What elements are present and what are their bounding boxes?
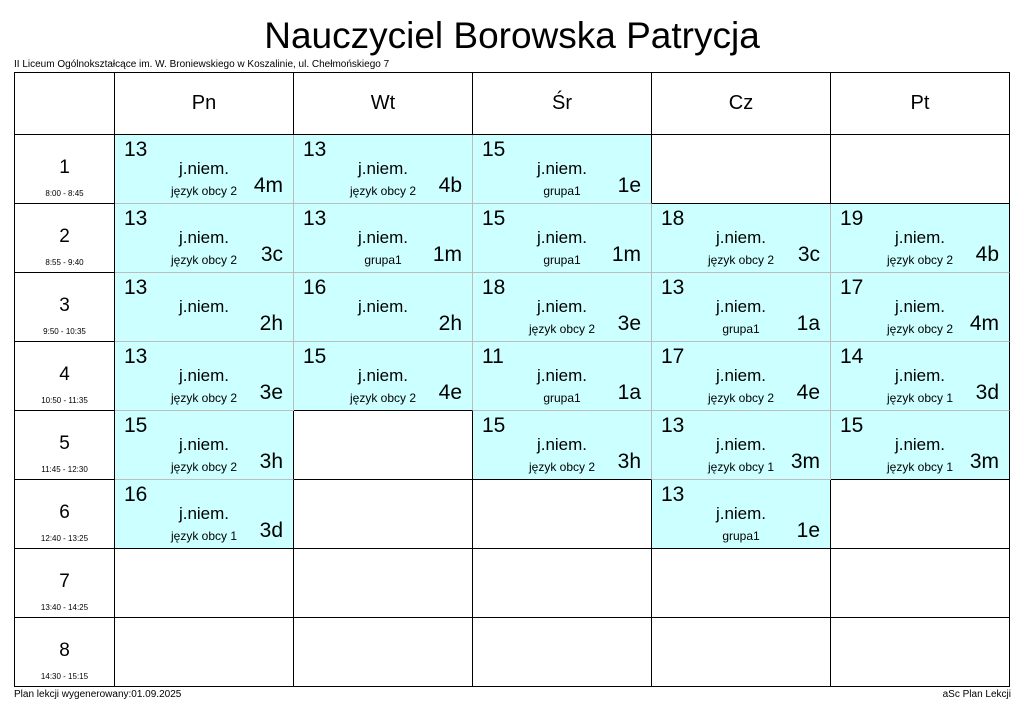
lesson-cell[interactable] xyxy=(652,273,831,342)
period-cell xyxy=(15,411,115,480)
class-name: 3c xyxy=(260,243,283,266)
empty-cell xyxy=(294,549,473,618)
room-number: 16 xyxy=(303,276,327,299)
class-name: 3e xyxy=(617,312,641,335)
day-header: Pt xyxy=(831,73,1010,135)
lesson-cell[interactable] xyxy=(115,480,294,549)
period-time: 8:00 - 8:45 xyxy=(45,189,84,198)
lesson-cell[interactable] xyxy=(831,273,1010,342)
lesson-cell[interactable] xyxy=(473,273,652,342)
room-number: 15 xyxy=(482,138,506,161)
period-cell xyxy=(15,204,115,273)
subject-name: j.niem. xyxy=(178,366,230,385)
subject-name: j.niem. xyxy=(536,435,588,454)
class-name: 1a xyxy=(617,381,641,404)
room-number: 13 xyxy=(124,276,148,299)
group-name: język obcy 2 xyxy=(707,391,775,405)
empty-cell xyxy=(831,549,1010,618)
lesson-cell[interactable] xyxy=(652,204,831,273)
class-name: 3m xyxy=(790,450,820,473)
group-name: język obcy 2 xyxy=(528,322,596,336)
lesson-cell[interactable] xyxy=(115,204,294,273)
class-name: 3d xyxy=(975,381,999,404)
group-name: język obcy 2 xyxy=(170,391,238,405)
lesson-cell[interactable] xyxy=(473,135,652,204)
lesson-cell[interactable] xyxy=(652,411,831,480)
corner-cell xyxy=(15,73,115,135)
subject-name: j.niem. xyxy=(715,504,767,523)
lesson-cell[interactable] xyxy=(473,411,652,480)
group-name: język obcy 1 xyxy=(886,391,954,405)
period-number: 4 xyxy=(59,364,70,385)
lesson-cell[interactable] xyxy=(473,204,652,273)
class-name: 4e xyxy=(438,381,462,404)
group-name: język obcy 2 xyxy=(528,460,596,474)
lesson-cell[interactable] xyxy=(115,342,294,411)
subject-name: j.niem. xyxy=(536,228,588,247)
lesson-cell[interactable] xyxy=(831,342,1010,411)
class-name: 4m xyxy=(253,174,283,197)
group-name: język obcy 2 xyxy=(349,391,417,405)
room-number: 15 xyxy=(840,414,864,437)
group-name: grupa1 xyxy=(543,391,581,405)
subject-name: j.niem. xyxy=(715,435,767,454)
period-cell xyxy=(15,342,115,411)
group-name: język obcy 2 xyxy=(886,322,954,336)
room-number: 17 xyxy=(840,276,864,299)
empty-cell xyxy=(473,480,652,549)
lesson-cell[interactable] xyxy=(831,204,1010,273)
room-number: 13 xyxy=(303,207,327,230)
lesson-cell[interactable] xyxy=(652,342,831,411)
room-number: 14 xyxy=(840,345,864,368)
class-name: 1m xyxy=(432,243,462,266)
subject-name: j.niem. xyxy=(178,159,230,178)
lesson-cell[interactable] xyxy=(115,273,294,342)
room-number: 13 xyxy=(124,207,148,230)
timetable-grid xyxy=(14,72,1010,687)
day-header: Cz xyxy=(652,73,831,135)
class-name: 4b xyxy=(438,174,462,197)
room-number: 13 xyxy=(303,138,327,161)
subject-name: j.niem. xyxy=(178,504,230,523)
group-name: grupa1 xyxy=(364,253,402,267)
subject-name: j.niem. xyxy=(715,228,767,247)
room-number: 17 xyxy=(661,345,685,368)
room-number: 19 xyxy=(840,207,864,230)
group-name: język obcy 1 xyxy=(707,460,775,474)
class-name: 4m xyxy=(969,312,999,335)
period-time: 13:40 - 14:25 xyxy=(40,603,89,612)
period-time: 10:50 - 11:35 xyxy=(41,396,88,405)
group-name: język obcy 2 xyxy=(170,460,238,474)
group-name: grupa1 xyxy=(543,184,581,198)
room-number: 15 xyxy=(303,345,327,368)
empty-cell xyxy=(473,618,652,687)
subject-name: j.niem. xyxy=(894,366,946,385)
class-name: 3c xyxy=(797,243,820,266)
period-number: 3 xyxy=(59,295,70,316)
room-number: 15 xyxy=(482,207,506,230)
room-number: 13 xyxy=(124,345,148,368)
lesson-cell[interactable] xyxy=(294,135,473,204)
period-time: 8:55 - 9:40 xyxy=(45,258,84,267)
group-name: język obcy 2 xyxy=(170,184,238,198)
group-name: grupa1 xyxy=(722,529,760,543)
class-name: 3h xyxy=(259,450,283,473)
room-number: 18 xyxy=(482,276,506,299)
lesson-cell[interactable] xyxy=(294,273,473,342)
group-name: grupa1 xyxy=(722,322,760,336)
room-number: 13 xyxy=(124,138,148,161)
empty-cell xyxy=(652,618,831,687)
group-name: język obcy 1 xyxy=(170,529,238,543)
class-name: 2h xyxy=(438,312,462,335)
subject-name: j.niem. xyxy=(178,228,230,247)
empty-cell xyxy=(294,618,473,687)
class-name: 1e xyxy=(617,174,641,197)
empty-cell xyxy=(294,480,473,549)
room-number: 16 xyxy=(124,483,148,506)
lesson-cell[interactable] xyxy=(831,411,1010,480)
group-name: grupa1 xyxy=(543,253,581,267)
empty-cell xyxy=(115,618,294,687)
class-name: 1m xyxy=(611,243,641,266)
period-cell xyxy=(15,135,115,204)
subject-name: j.niem. xyxy=(178,297,230,316)
class-name: 4b xyxy=(975,243,999,266)
generated-date: Plan lekcji wygenerowany:01.09.2025 xyxy=(14,689,182,700)
subject-name: j.niem. xyxy=(357,297,409,316)
class-name: 3e xyxy=(259,381,283,404)
period-time: 11:45 - 12:30 xyxy=(41,465,88,474)
empty-cell xyxy=(831,135,1010,204)
group-name: język obcy 2 xyxy=(707,253,775,267)
subject-name: j.niem. xyxy=(357,159,409,178)
lesson-cell[interactable] xyxy=(294,342,473,411)
empty-cell xyxy=(831,618,1010,687)
class-name: 2h xyxy=(259,312,283,335)
empty-cell xyxy=(115,549,294,618)
empty-cell xyxy=(473,549,652,618)
period-cell xyxy=(15,273,115,342)
period-cell xyxy=(15,549,115,618)
subject-name: j.niem. xyxy=(178,435,230,454)
room-number: 13 xyxy=(661,276,685,299)
subject-name: j.niem. xyxy=(894,228,946,247)
lesson-cell[interactable] xyxy=(115,135,294,204)
empty-cell xyxy=(294,411,473,480)
page-title: Nauczyciel Borowska Patrycja xyxy=(264,15,760,56)
lesson-cell[interactable] xyxy=(652,480,831,549)
lesson-cell[interactable] xyxy=(294,204,473,273)
empty-cell xyxy=(652,549,831,618)
group-name: język obcy 2 xyxy=(886,253,954,267)
school-name: II Liceum Ogólnokształcące im. W. Broniewskiego w Koszalinie, ul. Chełmońskiego 7 xyxy=(14,59,390,70)
room-number: 15 xyxy=(124,414,148,437)
class-name: 4e xyxy=(796,381,820,404)
class-name: 1e xyxy=(796,519,820,542)
class-name: 1a xyxy=(796,312,820,335)
period-time: 12:40 - 13:25 xyxy=(40,534,89,543)
subject-name: j.niem. xyxy=(715,297,767,316)
period-time: 14:30 - 15:15 xyxy=(40,672,89,681)
class-name: 3m xyxy=(969,450,999,473)
period-time: 9:50 - 10:35 xyxy=(43,327,86,336)
empty-cell xyxy=(831,480,1010,549)
class-name: 3d xyxy=(259,519,283,542)
group-name: język obcy 2 xyxy=(349,184,417,198)
room-number: 15 xyxy=(482,414,506,437)
period-cell xyxy=(15,618,115,687)
subject-name: j.niem. xyxy=(536,297,588,316)
room-number: 11 xyxy=(482,345,504,368)
class-name: 3h xyxy=(617,450,641,473)
subject-name: j.niem. xyxy=(357,228,409,247)
lesson-cell[interactable] xyxy=(473,342,652,411)
lesson-cell[interactable] xyxy=(115,411,294,480)
group-name: język obcy 2 xyxy=(170,253,238,267)
subject-name: j.niem. xyxy=(894,297,946,316)
room-number: 13 xyxy=(661,414,685,437)
software-credit: aSc Plan Lekcji xyxy=(942,689,1011,700)
period-number: 5 xyxy=(59,433,70,454)
period-number: 7 xyxy=(59,571,70,592)
day-header: Pn xyxy=(115,73,294,135)
period-cell xyxy=(15,480,115,549)
day-header: Śr xyxy=(473,73,652,135)
subject-name: j.niem. xyxy=(894,435,946,454)
subject-name: j.niem. xyxy=(536,159,588,178)
room-number: 18 xyxy=(661,207,685,230)
subject-name: j.niem. xyxy=(715,366,767,385)
period-number: 1 xyxy=(59,157,70,178)
subject-name: j.niem. xyxy=(357,366,409,385)
day-header: Wt xyxy=(294,73,473,135)
period-number: 6 xyxy=(59,502,70,523)
subject-name: j.niem. xyxy=(536,366,588,385)
room-number: 13 xyxy=(661,483,685,506)
period-number: 2 xyxy=(59,226,70,247)
empty-cell xyxy=(652,135,831,204)
period-number: 8 xyxy=(59,640,70,661)
group-name: język obcy 1 xyxy=(886,460,954,474)
